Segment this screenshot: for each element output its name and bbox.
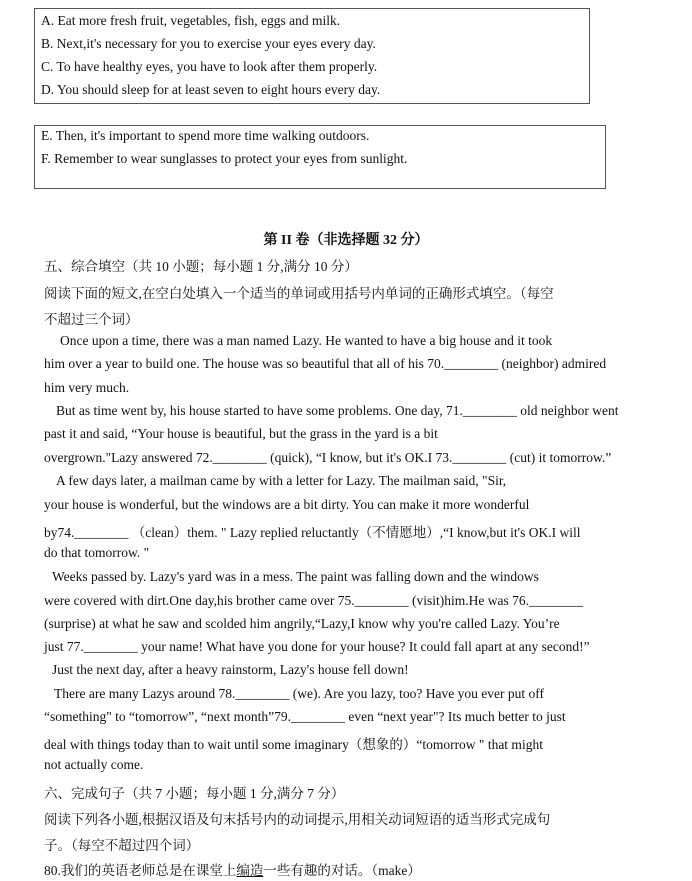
passage-line: him over a year to build one. The house was so beautiful that all of his 70.________ (neighbor) admired xyxy=(44,356,607,371)
part5-instruction-2: 不超过三个词） xyxy=(44,312,139,327)
passage-line: your house is wonderful, but the windows are a bit dirty. You can make it more wonderful xyxy=(44,497,530,512)
part6-heading: 六、完成句子（共 7 小题；每小题 1 分,满分 7 分） xyxy=(44,786,345,801)
option-d: D. You should sleep for at least seven to eight hours every day. xyxy=(41,82,381,97)
passage-line: (surprise) at what he saw and scolded him angrily,“Lazy,I know why you're called Lazy. You’re xyxy=(44,616,560,631)
part6-instruction-2: 子。（每空不超过四个词） xyxy=(44,838,200,853)
options-box-1 xyxy=(34,8,590,104)
passage-line: by74.________ （clean）them. " Lazy replied reluctantly（不情愿地）,“I know,but it's OK.I will xyxy=(44,525,581,540)
question-80-text: 80.我们的英语老师总是在课堂上 xyxy=(44,863,237,878)
part6-instruction-1: 阅读下列各小题,根据汉语及句末括号内的动词提示,用相关动词短语的适当形式完成句 xyxy=(44,812,551,827)
passage-line: There are many Lazys around 78.________ (we). Are you lazy, too? Have you ever put off xyxy=(54,686,544,701)
option-c: C. To have healthy eyes, you have to look after them properly. xyxy=(41,59,378,74)
passage-line: Just the next day, after a heavy rainstorm, Lazy's house fell down! xyxy=(52,662,409,677)
passage-line: not actually come. xyxy=(44,757,144,772)
passage-line: But as time went by, his house started to have some problems. One day, 71.________ old neighbor went xyxy=(56,403,619,418)
passage-line: do that tomorrow. " xyxy=(44,545,150,560)
option-b: B. Next,it's necessary for you to exercise your eyes every day. xyxy=(41,36,376,51)
passage-line: past it and said, “Your house is beautiful, but the grass in the yard is a bit xyxy=(44,426,438,441)
question-80-hint: 一些有趣的对话。（make） xyxy=(263,863,421,878)
question-80-underlined: 编造 xyxy=(236,863,264,878)
passage-line: him very much. xyxy=(44,380,130,395)
passage-line: were covered with dirt.One day,his brother came over 75.________ (visit)him.He was 76.________ xyxy=(44,593,583,608)
options-box-2 xyxy=(34,125,606,189)
option-f: F. Remember to wear sunglasses to protect your eyes from sunlight. xyxy=(41,151,408,166)
option-e: E. Then, it's important to spend more time walking outdoors. xyxy=(41,128,370,143)
passage-line: Once upon a time, there was a man named Lazy. He wanted to have a big house and it took xyxy=(60,333,553,348)
passage-line: just 77.________ your name! What have you done for your house? It could fall apart at any second!” xyxy=(44,639,590,654)
part5-heading: 五、综合填空（共 10 小题；每小题 1 分,满分 10 分） xyxy=(44,259,358,274)
passage-line: overgrown."Lazy answered 72.________ (quick), “I know, but it's OK.I 73.________ (cut) it tomorrow.” xyxy=(44,450,612,465)
option-a: A. Eat more fresh fruit, vegetables, fish, eggs and milk. xyxy=(41,13,341,28)
passage-line: A few days later, a mailman came by with a letter for Lazy. The mailman said, "Sir, xyxy=(56,473,507,488)
passage-line: Weeks passed by. Lazy's yard was in a mess. The paint was falling down and the windows xyxy=(52,569,539,584)
passage-line: deal with things today than to wait until some imaginary（想象的）“tomorrow " that might xyxy=(44,737,543,752)
question-80 xyxy=(44,859,421,879)
part5-instruction-1: 阅读下面的短文,在空白处填入一个适当的单词或用括号内单词的正确形式填空。（每空 xyxy=(44,286,554,301)
passage-line: “something" to “tomorrow”, “next month”79.________ even “next year"? Its much better to just xyxy=(44,709,566,724)
section-title: 第 II 卷（非选择题 32 分） xyxy=(263,233,429,248)
